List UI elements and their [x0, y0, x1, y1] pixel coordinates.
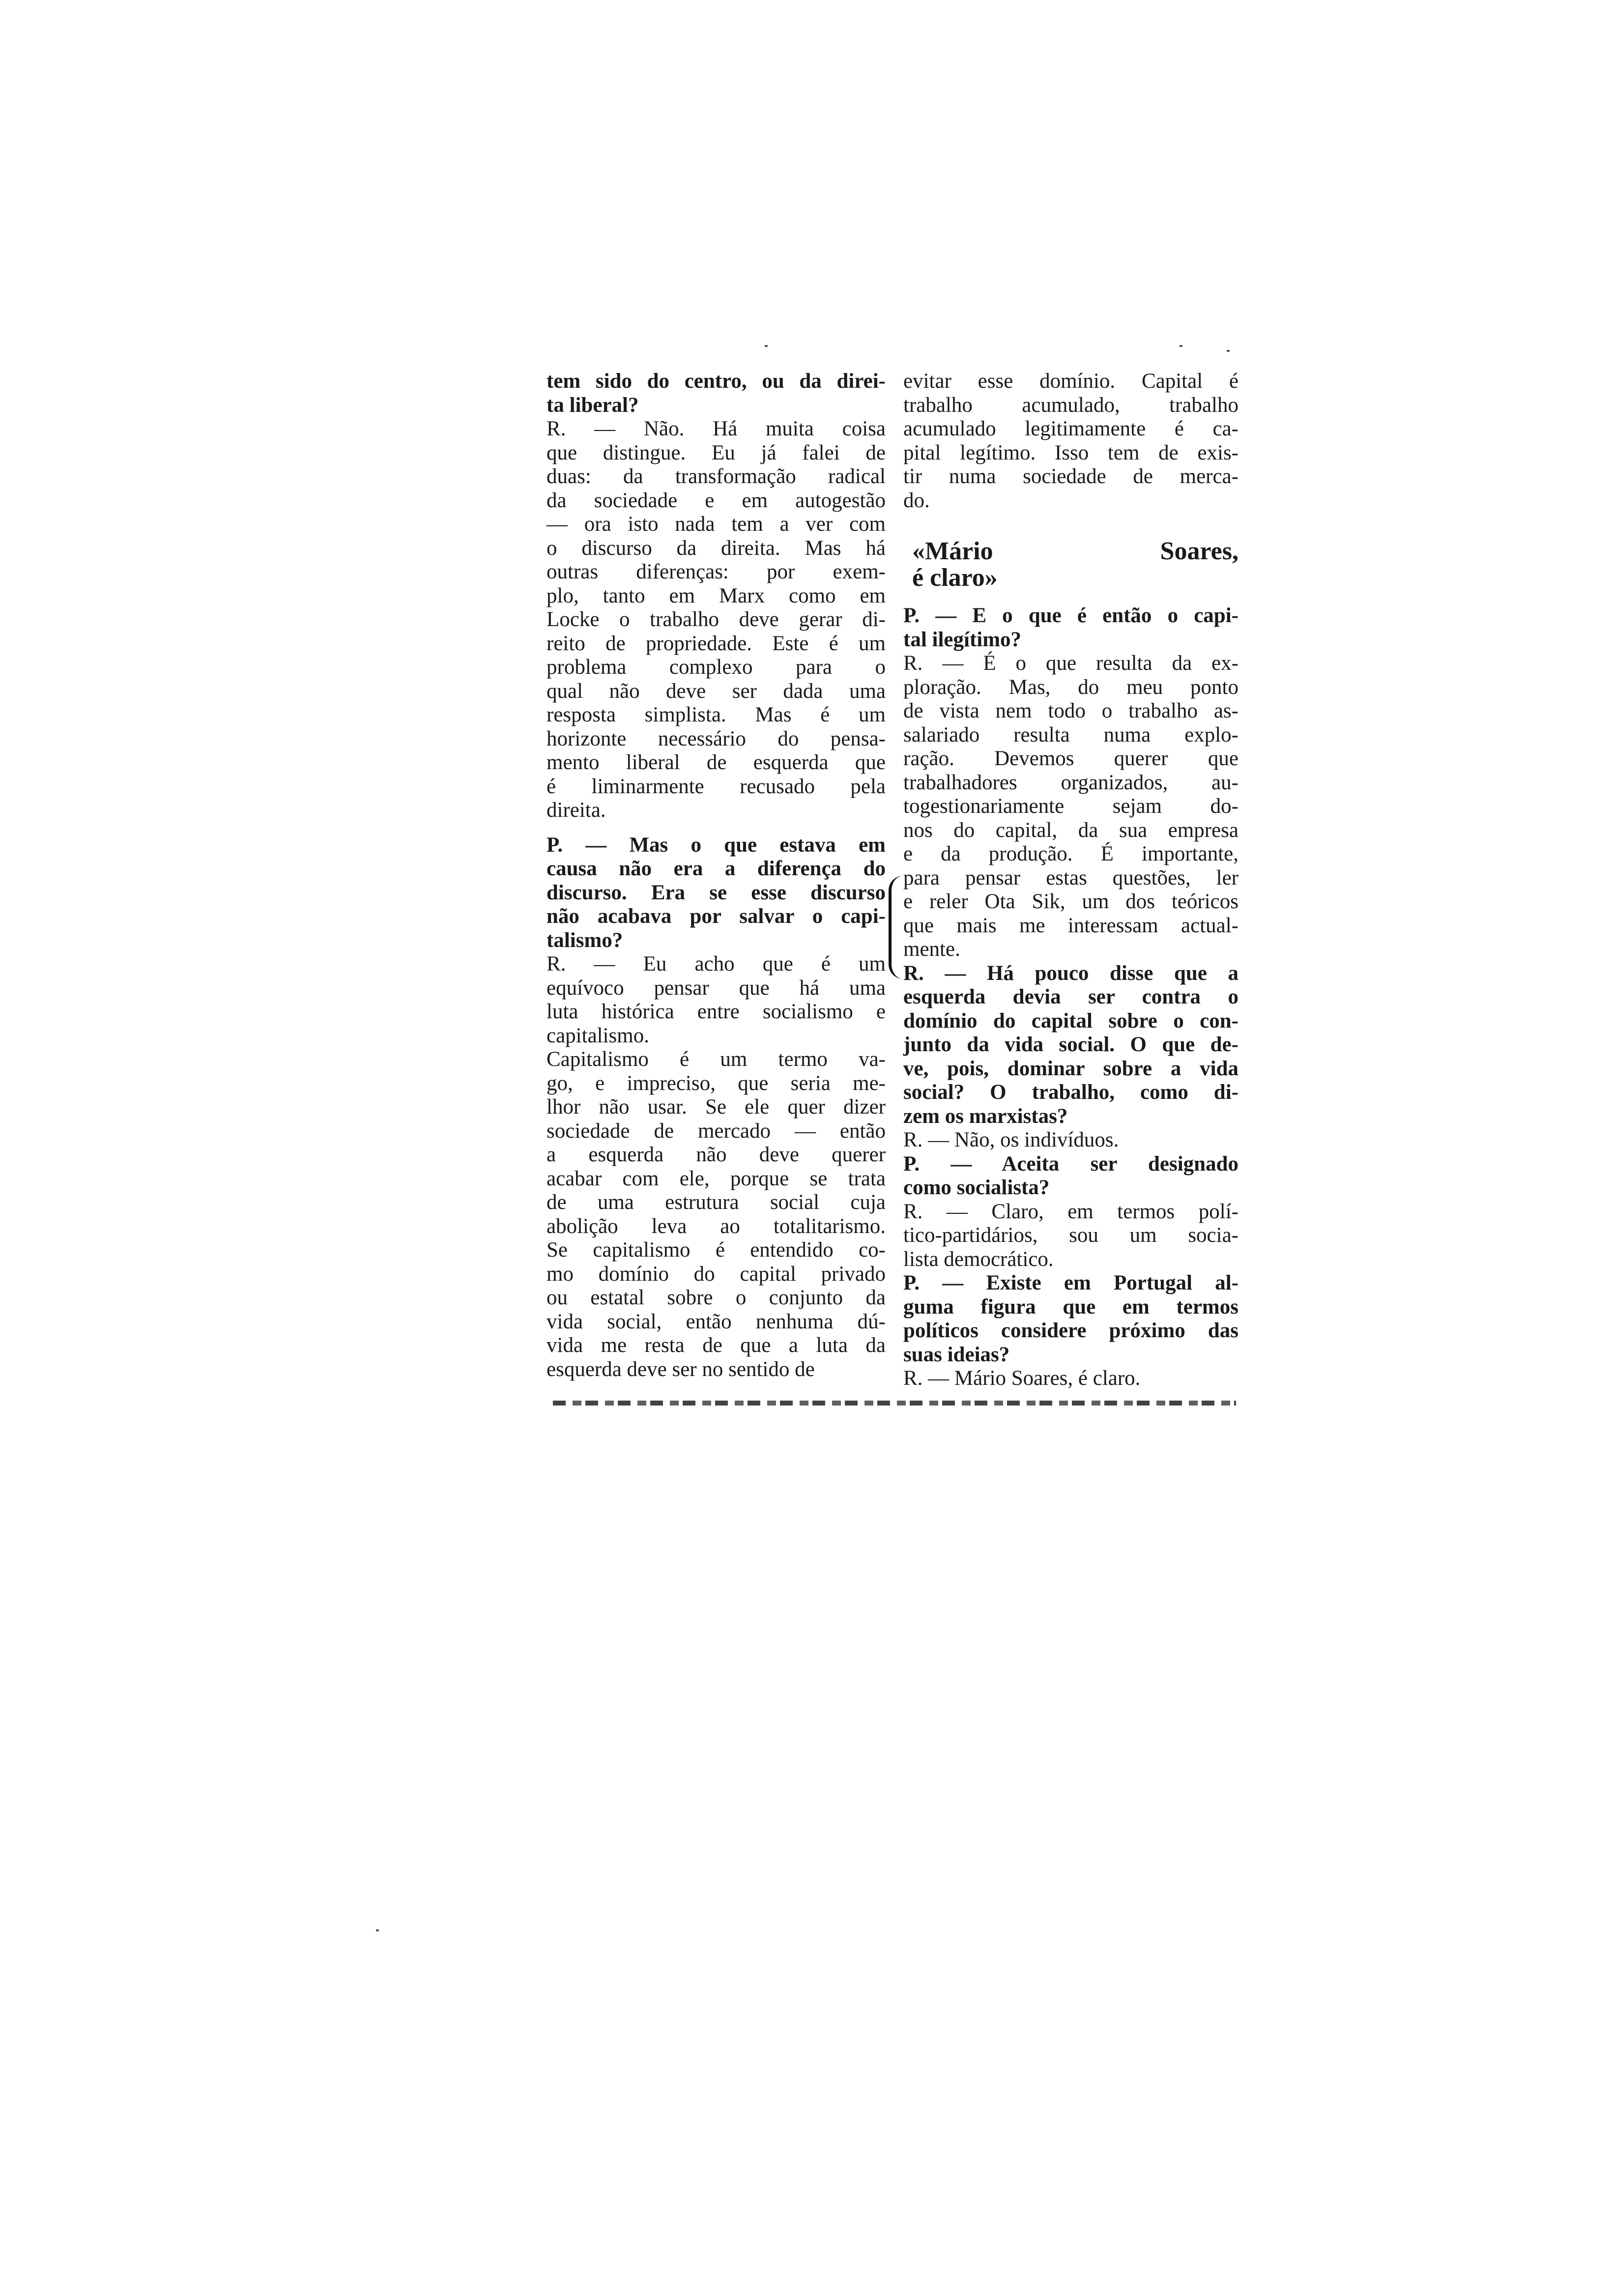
answer-paragraph [547, 1048, 886, 1381]
text-line: — ora isto nada tem a ver com [547, 513, 886, 536]
text-line: equívoco pensar que há uma [547, 976, 886, 1000]
text-line: R. — Não. Há muita coisa [547, 417, 886, 440]
text-line: abolição leva ao totalitarismo. [547, 1214, 886, 1238]
text-line: luta histórica entre socialismo e [547, 1000, 886, 1023]
text-line: horizonte necessário do pensa- [547, 727, 886, 750]
text-line: da sociedade e em autogestão [547, 488, 886, 512]
text-line: togestionariamente sejam do- [903, 795, 1238, 818]
text-line: não acabava por salvar o capi- [547, 905, 886, 928]
text-line: trabalhadores organizados, au- [903, 771, 1238, 794]
text-line: tem sido do centro, ou da direi- [547, 370, 886, 393]
answer-paragraph [903, 1128, 1238, 1152]
torn-bottom-edge [553, 1401, 1236, 1406]
print-speck [765, 345, 768, 347]
print-speck [1180, 345, 1182, 347]
answer-paragraph [547, 952, 886, 1048]
text-line: de vista nem todo o trabalho as- [903, 699, 1238, 722]
text-line: duas: da transformação radical [547, 465, 886, 488]
text-line: problema complexo para o [547, 656, 886, 679]
text-line: lhor não usar. Se ele quer dizer [547, 1095, 886, 1119]
text-line: P. — E o que é então o capi- [903, 604, 1238, 627]
text-line: e reler Ota Sik, um dos teóricos [903, 890, 1238, 913]
text-line: tir numa sociedade de merca- [903, 465, 1238, 488]
text-line: «Mário Soares, [912, 537, 1238, 565]
text-line: talismo? [547, 928, 623, 952]
text-line: R. — Mário Soares, é claro. [903, 1367, 1141, 1390]
text-line: R. — Há pouco disse que a [903, 961, 1238, 985]
text-line: P. — Existe em Portugal al- [903, 1271, 1238, 1294]
text-line: guma figura que em termos [903, 1295, 1238, 1319]
text-line: social? O trabalho, como di- [903, 1081, 1238, 1104]
text-line: é claro» [912, 564, 998, 592]
text-line: salariado resulta numa explo- [903, 723, 1238, 746]
text-line: resposta simplista. Mas é um [547, 703, 886, 726]
text-line: Locke o trabalho deve gerar di- [547, 608, 886, 631]
text-line: é liminarmente recusado pela [547, 775, 886, 798]
text-line: acabar com ele, porque se trata [547, 1167, 886, 1190]
text-line: R. — Claro, em termos polí- [903, 1200, 1238, 1223]
text-line: vida me resta de que a luta da [547, 1334, 886, 1357]
text-line: Capitalismo é um termo va- [547, 1048, 886, 1071]
question-paragraph [903, 1271, 1238, 1367]
text-line: go, e impreciso, que seria me- [547, 1071, 886, 1095]
text-line: suas ideias? [903, 1343, 1010, 1366]
text-line: junto da vida social. O que de- [903, 1033, 1238, 1056]
text-line: R. — Não, os indivíduos. [903, 1128, 1119, 1151]
text-line: ploração. Mas, do meu ponto [903, 675, 1238, 699]
text-line: tal ilegítimo? [903, 628, 1022, 651]
text-line: esquerda devia ser contra o [903, 985, 1238, 1008]
text-line: causa não era a diferença do [547, 857, 886, 880]
subheading [903, 538, 1238, 591]
text-line: mente. [903, 938, 960, 961]
text-line: domínio do capital sobre o con- [903, 1009, 1238, 1033]
answer-paragraph [903, 1200, 1238, 1272]
text-line: que mais me interessam actual- [903, 914, 1238, 937]
text-line: esquerda deve ser no sentido de [547, 1357, 815, 1381]
text-line: capitalismo. [547, 1024, 649, 1047]
text-line: zem os marxistas? [903, 1104, 1068, 1128]
text-column-right [903, 370, 1238, 1391]
text-line: P. — Mas o que estava em [547, 833, 886, 857]
text-line: ou estatal sobre o conjunto da [547, 1286, 886, 1309]
text-line: R. — É o que resulta da ex- [903, 652, 1238, 675]
text-line: acumulado legitimamente é ca- [903, 417, 1238, 440]
print-speck [376, 1929, 379, 1931]
question-paragraph [547, 833, 886, 953]
text-column-left [547, 370, 886, 1381]
quote-bracket-mark [889, 876, 906, 979]
question-paragraph [903, 1152, 1238, 1200]
answer-paragraph [903, 370, 1238, 513]
text-line: qual não deve ser dada uma [547, 679, 886, 703]
text-line: direita. [547, 799, 606, 822]
text-line: lista democrático. [903, 1247, 1054, 1271]
text-line: P. — Aceita ser designado [903, 1152, 1238, 1176]
text-line: tico-partidários, sou um socia- [903, 1224, 1238, 1247]
text-line: do. [903, 488, 930, 512]
text-line: vida social, então nenhuma dú- [547, 1310, 886, 1333]
text-line: ta liberal? [547, 393, 639, 417]
question-paragraph [903, 962, 1238, 1129]
text-line: nos do capital, da sua empresa [903, 818, 1238, 842]
text-line: o discurso da direita. Mas há [547, 536, 886, 560]
text-line: outras diferenças: por exem- [547, 560, 886, 583]
text-line: e da produção. É importante, [903, 842, 1238, 865]
text-line: discurso. Era se esse discurso [547, 881, 886, 904]
text-line: para pensar estas questões, ler [903, 866, 1238, 890]
text-line: reito de propriedade. Este é um [547, 631, 886, 655]
text-line: R. — Eu acho que é um [547, 952, 886, 976]
text-line: mento liberal de esquerda que [547, 751, 886, 774]
text-line: ve, pois, dominar sobre a vida [903, 1057, 1238, 1080]
print-speck [1227, 350, 1230, 352]
text-line: que distingue. Eu já falei de [547, 441, 886, 464]
text-line: ração. Devemos querer que [903, 747, 1238, 770]
text-line: plo, tanto em Marx como em [547, 584, 886, 607]
text-line: a esquerda não deve querer [547, 1143, 886, 1166]
text-line: políticos considere próximo das [903, 1319, 1238, 1342]
question-paragraph [903, 604, 1238, 652]
text-line: sociedade de mercado — então [547, 1119, 886, 1143]
answer-paragraph [903, 652, 1238, 962]
text-line: Se capitalismo é entendido co- [547, 1238, 886, 1262]
text-line: como socialista? [903, 1176, 1050, 1199]
answer-paragraph [903, 1367, 1238, 1391]
text-line: de uma estrutura social cuja [547, 1191, 886, 1214]
text-line: mo domínio do capital privado [547, 1262, 886, 1286]
question-paragraph [547, 370, 886, 417]
text-line: trabalho acumulado, trabalho [903, 393, 1238, 417]
text-line: pital legítimo. Isso tem de exis- [903, 441, 1238, 464]
answer-paragraph [547, 417, 886, 823]
text-line: evitar esse domínio. Capital é [903, 370, 1238, 393]
